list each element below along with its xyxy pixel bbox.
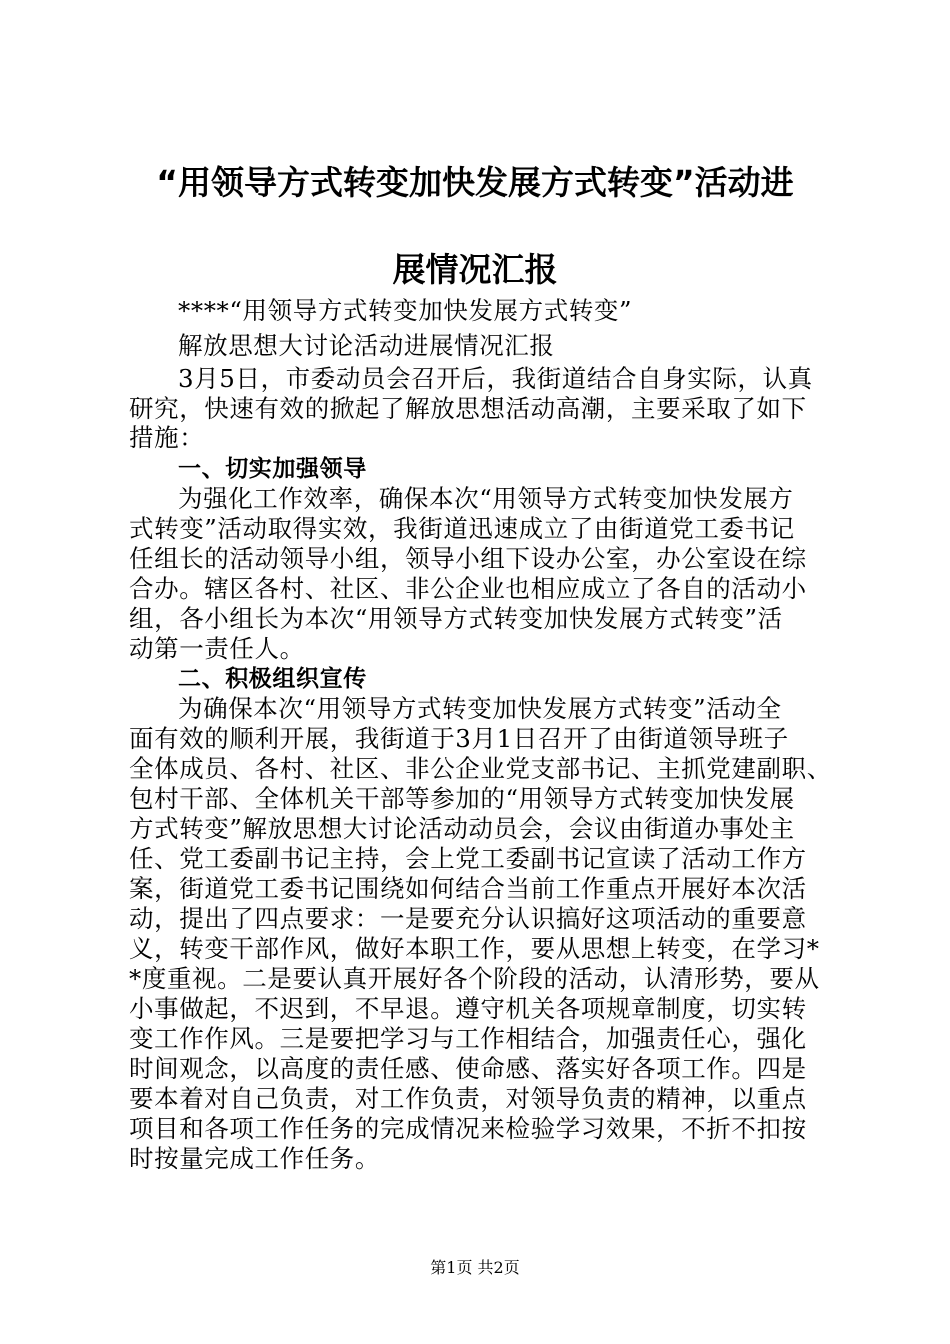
paragraph-line: 动第一责任人。 bbox=[129, 634, 305, 663]
section-heading-1: 一、切实加强领导 bbox=[178, 456, 367, 482]
paragraph-line: 任、党工委副书记主持，会上党工委副书记宣读了活动工作方 bbox=[129, 844, 807, 873]
paragraph-line: 全体成员、各村、社区、非公企业党支部书记、主抓党建副职、 bbox=[129, 754, 832, 783]
paragraph-line: 动，提出了四点要求：一是要充分认识搞好这项活动的重要意 bbox=[129, 904, 807, 933]
paragraph-line: 案，街道党工委书记围绕如何结合当前工作重点开展好本次活 bbox=[129, 874, 807, 903]
paragraph-line: 为确保本次“用领导方式转变加快发展方式转变”活动全 bbox=[178, 694, 782, 723]
paragraph-line: 要本着对自己负责，对工作负责，对领导负责的精神，以重点 bbox=[129, 1084, 807, 1113]
document-title-line-2: 展情况汇报 bbox=[392, 250, 558, 289]
section-heading-2: 二、积极组织宣传 bbox=[178, 666, 367, 692]
paragraph-line: 组，各小组长为本次“用领导方式转变加快发展方式转变”活 bbox=[129, 604, 783, 633]
paragraph-line: 任组长的活动领导小组，领导小组下设办公室，办公室设在综 bbox=[129, 544, 807, 573]
paragraph-line: 3月5日，市委动员会召开后，我街道结合自身实际，认真 bbox=[178, 364, 813, 393]
paragraph-line: 为强化工作效率，确保本次“用领导方式转变加快发展方 bbox=[178, 484, 794, 513]
paragraph-line: 时间观念，以高度的责任感、使命感、落实好各项工作。四是 bbox=[129, 1054, 807, 1083]
subtitle-line-2: 解放思想大讨论活动进展情况汇报 bbox=[178, 331, 555, 360]
paragraph-line: 研究，快速有效的掀起了解放思想活动高潮，主要采取了如下 bbox=[129, 394, 807, 423]
paragraph-line: 合办。辖区各村、社区、非公企业也相应成立了各自的活动小 bbox=[129, 574, 807, 603]
paragraph-line: 包村干部、全体机关干部等参加的“用领导方式转变加快发展 bbox=[129, 784, 795, 813]
paragraph-line: 时按量完成工作任务。 bbox=[129, 1144, 380, 1173]
page-number-footer: 第1页 共2页 bbox=[430, 1258, 520, 1277]
paragraph-line: 措施： bbox=[129, 423, 205, 452]
paragraph-line: 小事做起，不迟到，不早退。遵守机关各项规章制度，切实转 bbox=[129, 994, 807, 1023]
paragraph-line: 面有效的顺利开展，我街道于3月1日召开了由街道领导班子 bbox=[129, 724, 789, 753]
paragraph-line: 项目和各项工作任务的完成情况来检验学习效果，不折不扣按 bbox=[129, 1114, 807, 1143]
paragraph-line: 义，转变干部作风，做好本职工作，要从思想上转变，在学习* bbox=[129, 934, 820, 963]
paragraph-line: 方式转变”解放思想大讨论活动动员会，会议由街道办事处主 bbox=[129, 814, 795, 843]
subtitle-line-1: ****“用领导方式转变加快发展方式转变” bbox=[178, 296, 633, 325]
paragraph-line: 式转变”活动取得实效，我街道迅速成立了由街道党工委书记 bbox=[129, 514, 795, 543]
document-title-line-1: “用领导方式转变加快发展方式转变”活动进 bbox=[156, 163, 794, 202]
paragraph-line: *度重视。二是要认真开展好各个阶段的活动，认清形势，要从 bbox=[129, 964, 820, 993]
paragraph-line: 变工作作风。三是要把学习与工作相结合，加强责任心，强化 bbox=[129, 1024, 807, 1053]
